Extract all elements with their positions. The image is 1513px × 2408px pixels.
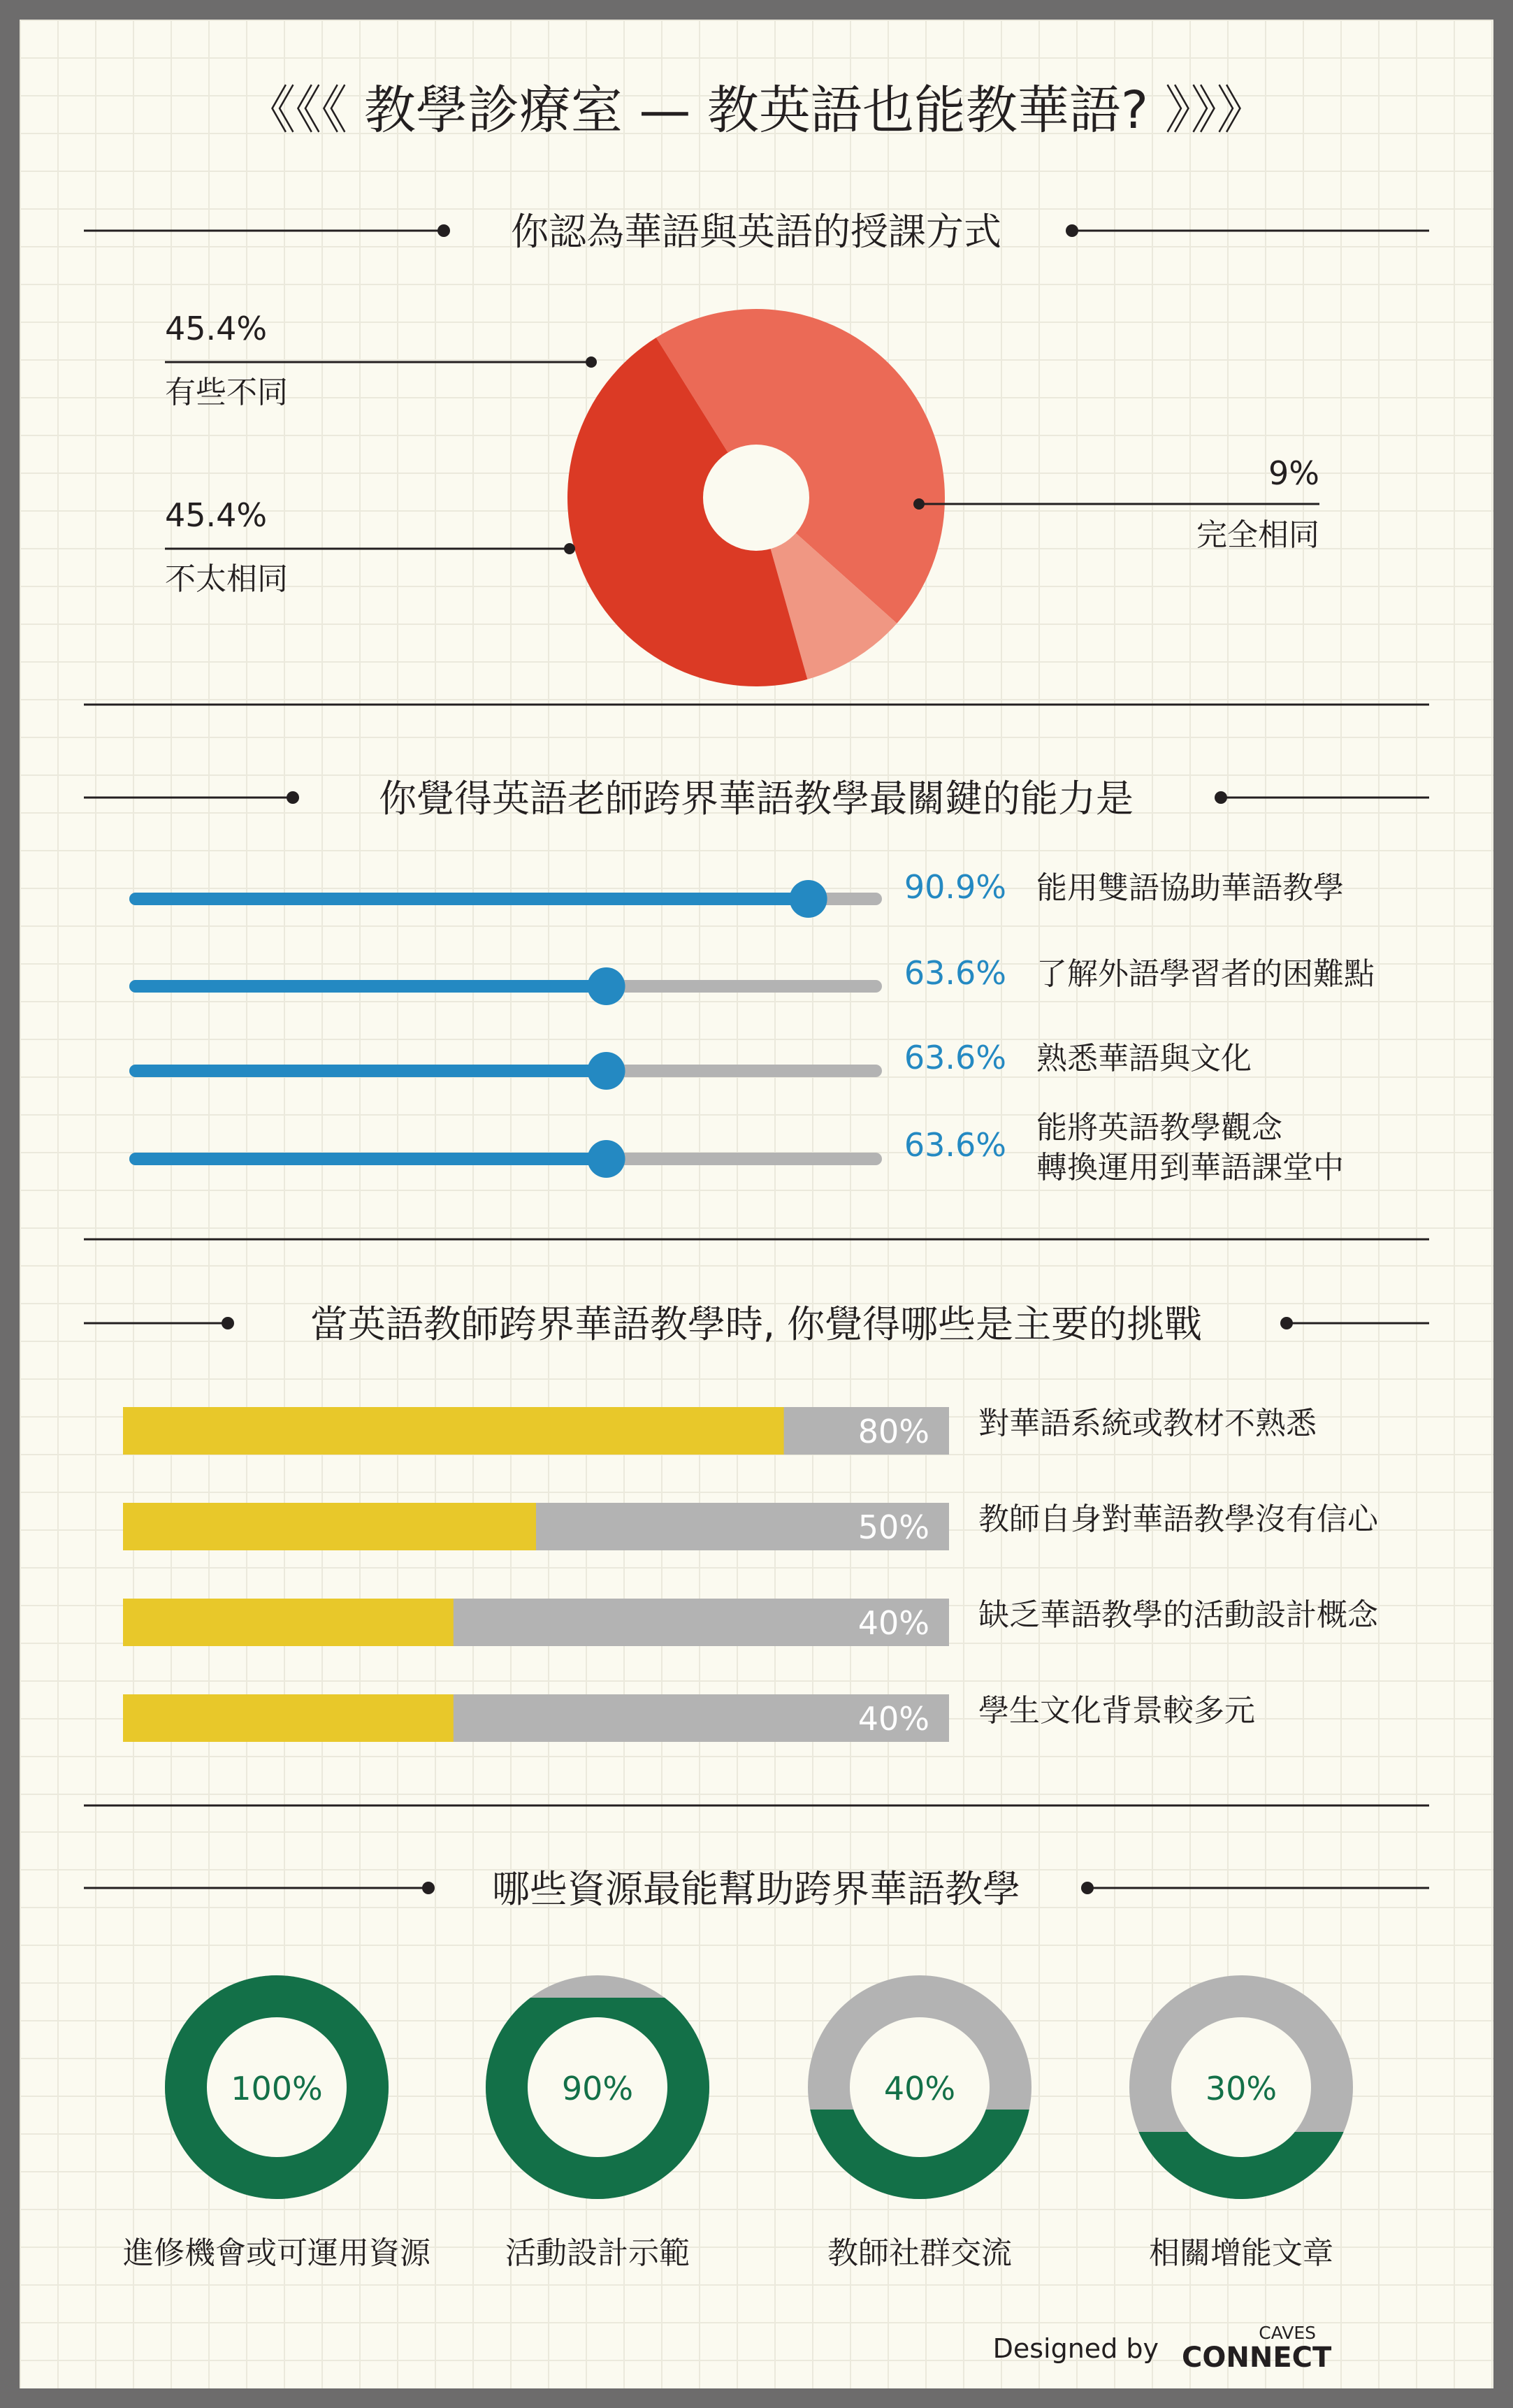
credit-designed-by: Designed by (992, 2333, 1159, 2364)
section-3-header (84, 1302, 1429, 1346)
slider-value-1: 90.9% (904, 868, 1006, 906)
section-1-header (84, 210, 1429, 254)
infographic-canvas (20, 20, 1493, 2388)
donut-label-3: 教師社群交流 (827, 2235, 1012, 2271)
page-title: 《《《 教學診療室 — 教英語也能教華語? 》》》 (244, 80, 1268, 140)
section-2-header (84, 777, 1429, 821)
slider-texts (904, 868, 1375, 1185)
pie-label-text-not-quite-same: 不太相同 (165, 561, 288, 597)
bar-fill-2 (123, 1503, 536, 1550)
slider-value-4: 63.6% (904, 1126, 1006, 1164)
donut-value-2: 90% (561, 2070, 634, 2107)
pie-label-not-quite-same (165, 496, 575, 597)
pie-label-text-identical: 完全相同 (1196, 517, 1319, 553)
pie-label-some-different (165, 310, 597, 410)
infographic-svg (20, 20, 1493, 2388)
slider-label-4-line-1: 能將英語教學觀念 (1036, 1110, 1282, 1146)
donut-chart (165, 1975, 1353, 2199)
bar-label-2: 教師自身對華語教學沒有信心 (978, 1501, 1378, 1537)
section-4-header (84, 1867, 1429, 1911)
bar-fill-4 (123, 1694, 454, 1742)
donut-label-4: 相關增能文章 (1149, 2235, 1333, 2271)
slider-label-4-line-2: 轉換運用到華語課堂中 (1036, 1150, 1344, 1185)
bar-label-4: 學生文化背景較多元 (978, 1693, 1255, 1729)
slider-value-3: 63.6% (904, 1039, 1006, 1076)
donut-value-4: 30% (1205, 2070, 1277, 2107)
bar-value-2: 50% (857, 1508, 929, 1546)
pie-value-not-quite-same: 45.4% (165, 496, 268, 534)
donut-label-1: 進修機會或可運用資源 (123, 2235, 430, 2271)
slider-chart (136, 880, 876, 1178)
bar-value-1: 80% (857, 1413, 929, 1450)
pie-label-identical (913, 454, 1319, 553)
pie-value-identical: 9% (1268, 454, 1319, 492)
bar-value-4: 40% (857, 1700, 929, 1738)
section-2-title: 你覺得英語老師跨界華語教學最關鍵的能力是 (379, 777, 1134, 821)
section-3-title: 當英語教師跨界華語教學時, 你覺得哪些是主要的挑戰 (310, 1302, 1203, 1346)
bar-value-3: 40% (857, 1604, 929, 1642)
donut-label-2: 活動設計示範 (505, 2235, 690, 2271)
section-4-title: 哪些資源最能幫助跨界華語教學 (492, 1867, 1020, 1911)
slider-knob-2 (588, 967, 625, 1005)
slider-label-1: 能用雙語協助華語教學 (1036, 870, 1344, 906)
bar-texts (978, 1406, 1380, 1729)
brand-caves: CAVES (1259, 2323, 1316, 2343)
brand-connect: CONNECT (1182, 2342, 1332, 2374)
bar-chart (123, 1407, 949, 1742)
pie-hole (703, 445, 809, 551)
bar-label-1: 對華語系統或教材不熟悉 (978, 1406, 1317, 1441)
section-1-title: 你認為華語與英語的授課方式 (511, 210, 1001, 254)
slider-knob-4 (588, 1140, 625, 1178)
pie-value-some-different: 45.4% (165, 310, 268, 347)
donut-value-1: 100% (231, 2070, 323, 2107)
pie-chart (567, 309, 945, 686)
pie-label-text-some-different: 有些不同 (165, 375, 288, 410)
bar-fill-3 (123, 1599, 454, 1646)
slider-knob-1 (790, 880, 827, 918)
slider-value-2: 63.6% (904, 954, 1006, 992)
bar-fill-1 (123, 1407, 784, 1455)
bar-label-3: 缺乏華語教學的活動設計概念 (978, 1597, 1378, 1633)
slider-label-2: 了解外語學習者的困難點 (1036, 956, 1375, 992)
slider-label-3: 熟悉華語與文化 (1036, 1041, 1252, 1076)
credit (993, 2323, 1332, 2374)
donut-value-3: 40% (883, 2070, 956, 2107)
slider-knob-3 (588, 1052, 625, 1090)
